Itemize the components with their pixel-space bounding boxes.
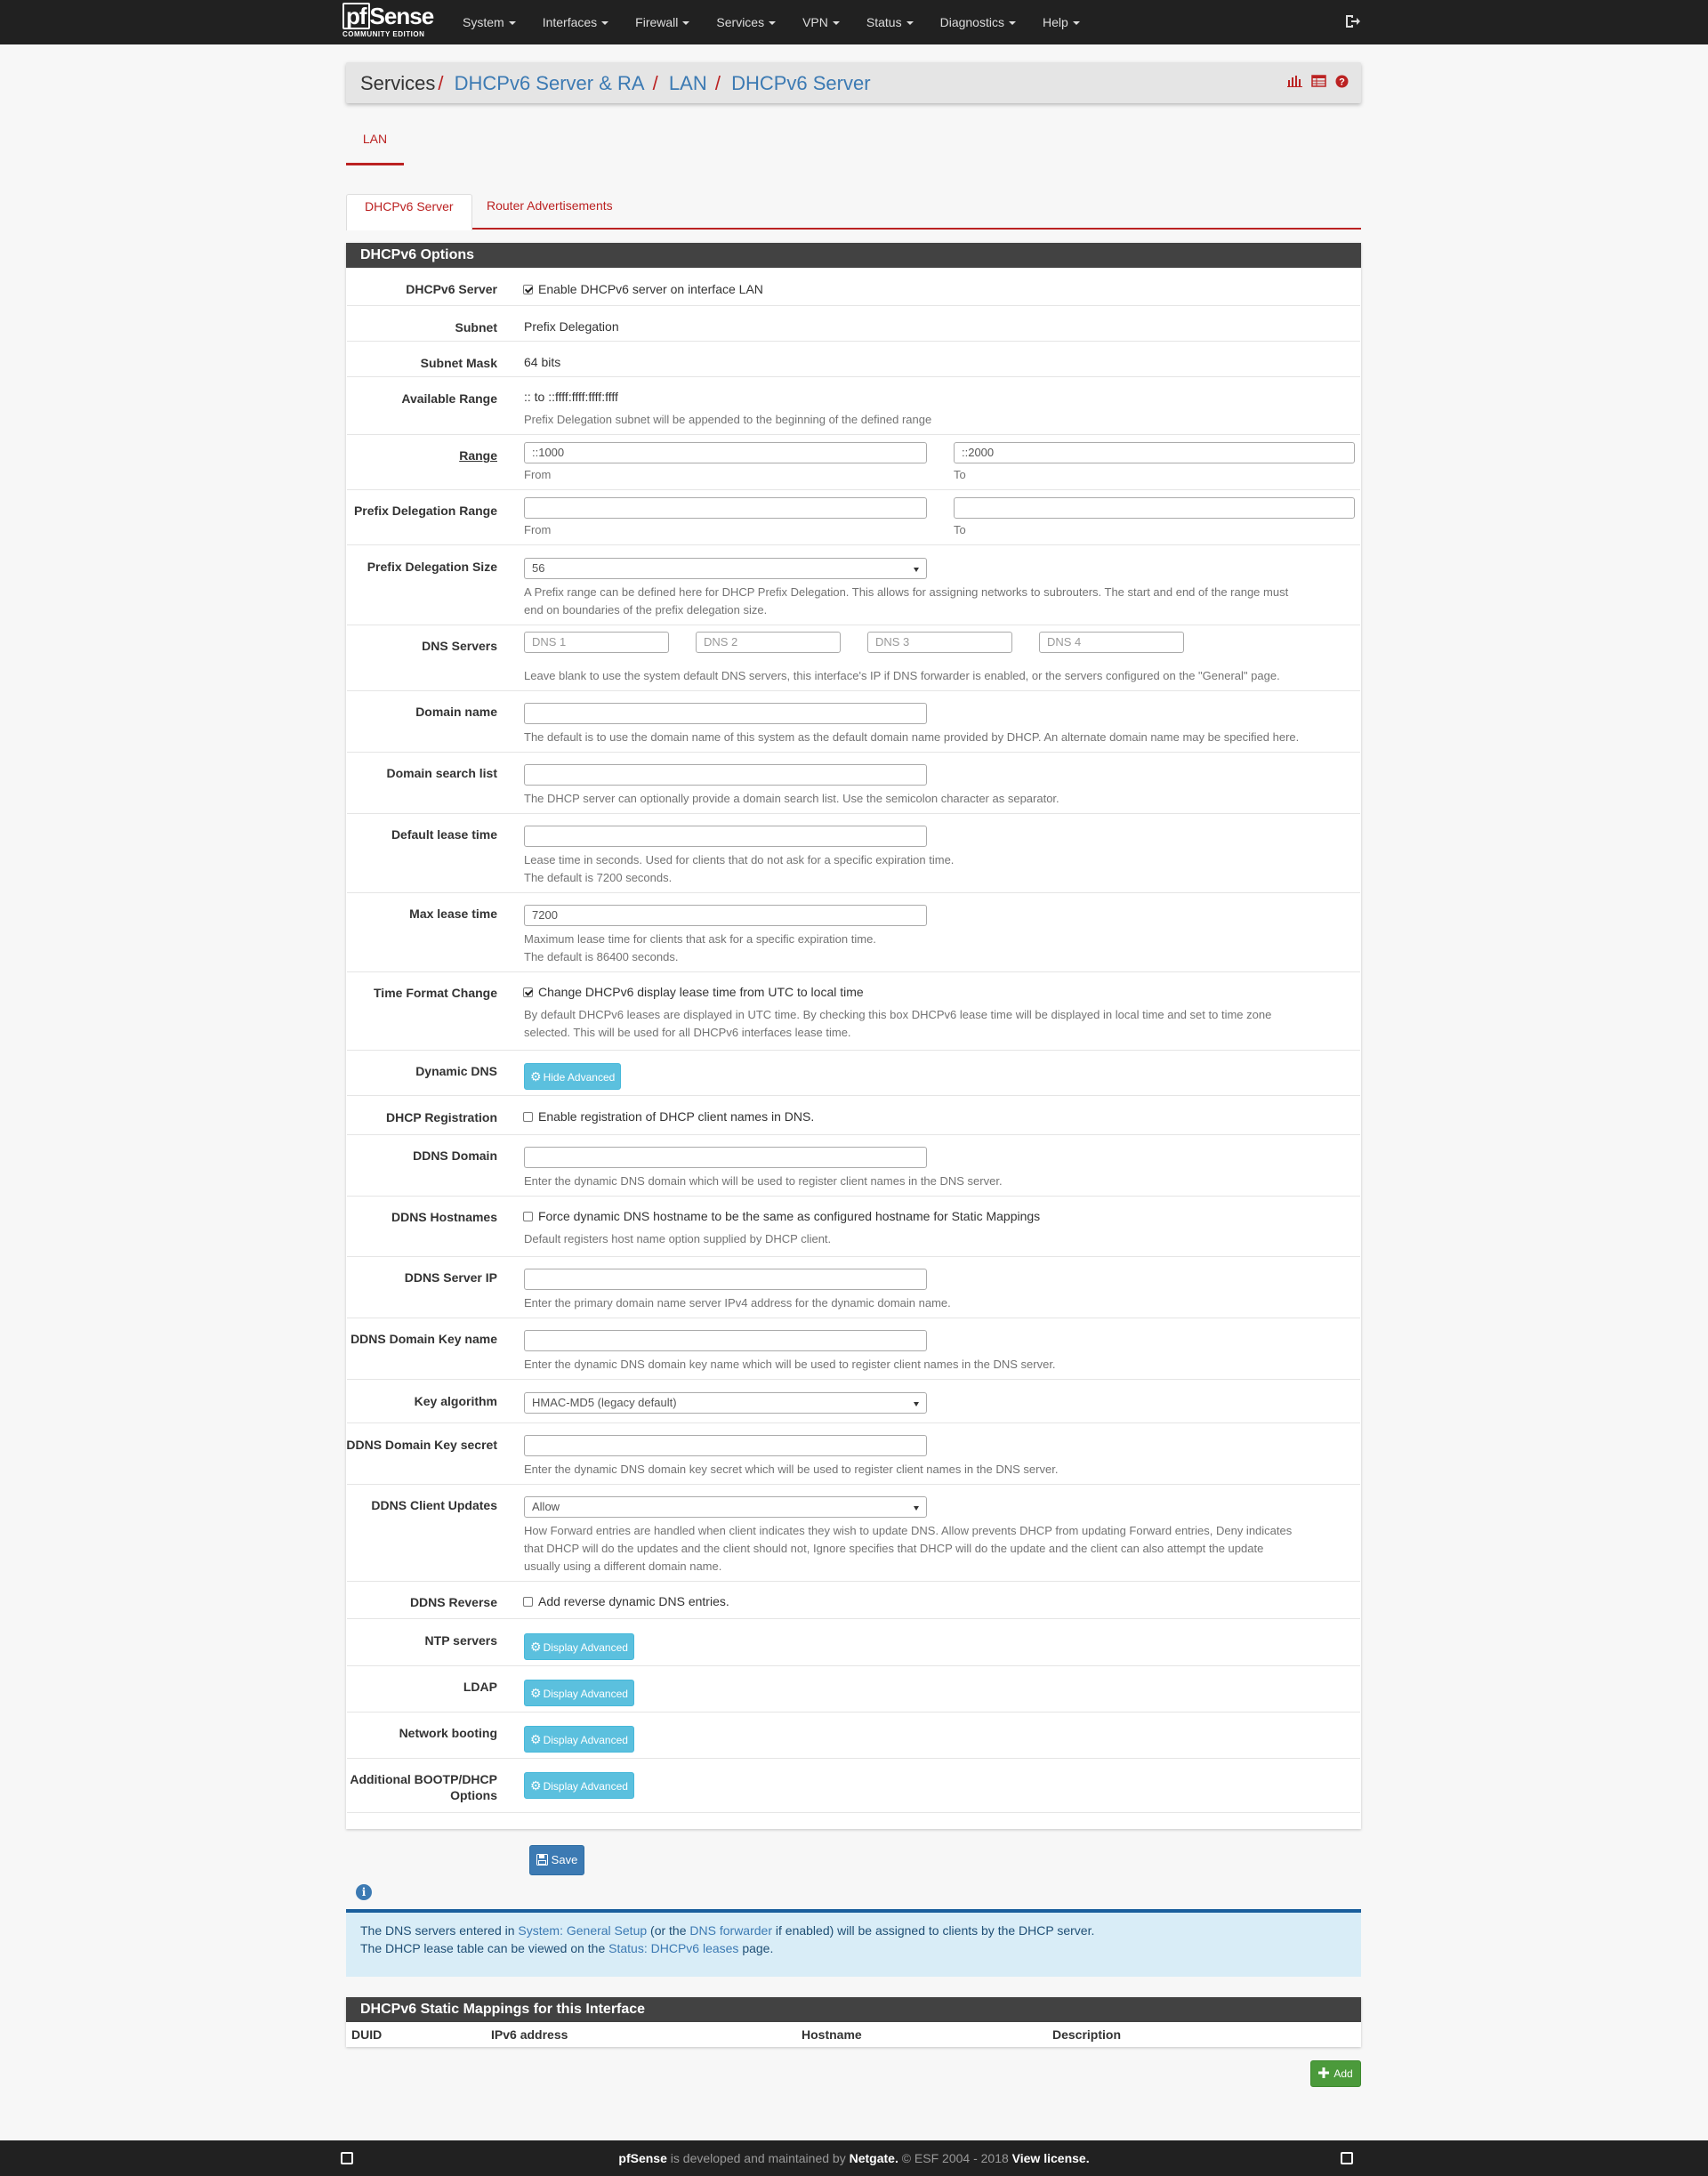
- plus-icon: [1318, 2067, 1329, 2078]
- divider: [347, 892, 1360, 893]
- ddns-reverse-checkbox[interactable]: [523, 1597, 533, 1607]
- divider: [347, 544, 1360, 545]
- divider: [347, 1812, 1360, 1813]
- nav-vpn[interactable]: [789, 0, 853, 44]
- ddns-hostnames-checkbox[interactable]: [523, 1212, 533, 1221]
- time-format-control: [523, 985, 864, 999]
- label-range: [346, 447, 497, 463]
- static-mappings-panel: [346, 1997, 1361, 2047]
- divider: [347, 1665, 1360, 1666]
- available-range-help: Prefix Delegation subnet will be appended to the beginning of the defined range: [524, 413, 932, 426]
- label-domain-name: [346, 704, 497, 720]
- hide-advanced-label: Hide Advanced: [543, 1071, 616, 1084]
- footer-brand: pfSense: [618, 2151, 667, 2165]
- column-ipv6-address: IPv6 address: [491, 2027, 568, 2042]
- label-ddns-client-updates: [346, 1497, 497, 1513]
- info-text: (or the: [647, 1923, 690, 1938]
- subnet-mask-value: 64 bits: [524, 355, 561, 369]
- bootp-options-label-2: Options: [450, 1788, 497, 1802]
- ddns-domain-label: DDNS Domain: [413, 1148, 497, 1163]
- label-dns-servers: [346, 638, 497, 654]
- divider: [347, 341, 1360, 342]
- max-lease-help-1: Maximum lease time for clients that ask for a specific expiration time.: [524, 932, 876, 946]
- navbar: [0, 0, 1708, 44]
- label-pd-size: [346, 559, 497, 575]
- divider: [347, 434, 1360, 435]
- divider: [347, 752, 1360, 753]
- dns3-placeholder: DNS 3: [875, 635, 910, 649]
- dns2-placeholder: DNS 2: [704, 635, 738, 649]
- logo-sense: Sense: [369, 3, 434, 29]
- ddns-client-updates-value: Allow: [532, 1500, 560, 1513]
- time-format-help-1: By default DHCPv6 leases are displayed in UTC time. By checking this box DHCPv6 lease time will be displayed in local time and set to time zone: [524, 1008, 1272, 1021]
- dynamic-dns-label: Dynamic DNS: [415, 1064, 497, 1078]
- tab-router-advertisements[interactable]: [469, 194, 631, 230]
- label-ddns-key-name: [346, 1331, 497, 1347]
- chevron-down-icon: [1073, 21, 1080, 25]
- dhcpv6-server-control: [523, 282, 763, 296]
- dhcpv6-server-label: DHCPv6 Server: [406, 282, 497, 296]
- nav-diagnostics[interactable]: [927, 0, 1029, 44]
- label-available-range: [346, 391, 497, 407]
- chevron-down-icon: [769, 21, 776, 25]
- ddns-client-updates-label: DDNS Client Updates: [371, 1498, 497, 1512]
- available-range-label: Available Range: [401, 391, 497, 406]
- log-table-icon[interactable]: [1311, 75, 1326, 87]
- breadcrumb-dhcpv6-server[interactable]: DHCPv6 Server: [731, 72, 871, 94]
- time-format-label: Time Format Change: [374, 986, 497, 1000]
- label-subnet-mask: [346, 355, 497, 371]
- dns-info-box: [346, 1909, 1361, 1977]
- dns-servers-label: DNS Servers: [422, 639, 497, 653]
- column-duid: DUID: [351, 2027, 383, 2042]
- pd-range-to-input[interactable]: [954, 497, 1355, 519]
- ddns-key-name-help: Enter the dynamic DNS domain key name which will be used to register client names in the DNS server.: [524, 1358, 1056, 1371]
- domain-search-help: The DHCP server can optionally provide a domain search list. Use the semicolon character as separator.: [524, 792, 1059, 805]
- network-booting-label: Network booting: [399, 1726, 497, 1740]
- gear-icon: ⚙: [530, 1069, 542, 1084]
- range-to-input[interactable]: [954, 442, 1355, 463]
- info-line-1: [360, 1922, 1347, 1939]
- ddns-key-name-input[interactable]: [524, 1330, 927, 1351]
- default-lease-label: Default lease time: [391, 827, 497, 842]
- ddns-hostnames-checkbox-label: Force dynamic DNS hostname to be the same as configured hostname for Static Mappings: [538, 1209, 1041, 1223]
- divider: [347, 1134, 1360, 1135]
- label-ddns-reverse: [346, 1594, 497, 1610]
- chevron-down-icon: [509, 21, 516, 25]
- view-license-link[interactable]: View license.: [1011, 2151, 1090, 2165]
- default-lease-help-2: The default is 7200 seconds.: [524, 871, 673, 884]
- add-label: Add: [1333, 2067, 1353, 2080]
- tab-dhcpv6-server-label: DHCPv6 Server: [365, 199, 454, 214]
- divider: [347, 1422, 1360, 1423]
- label-ddns-domain: [346, 1148, 497, 1164]
- display-advanced-bootp-label: Display Advanced: [543, 1780, 628, 1793]
- ddns-reverse-checkbox-label: Add reverse dynamic DNS entries.: [538, 1594, 729, 1608]
- range-from-help: From: [524, 468, 552, 481]
- column-description: Description: [1052, 2027, 1122, 2042]
- footer-text: is developed and maintained by: [666, 2151, 850, 2165]
- dhcpv6-leases-link[interactable]: Status: DHCPv6 leases: [608, 1941, 739, 1955]
- footer: [0, 2140, 1708, 2176]
- info-line-2: [360, 1939, 1347, 1957]
- chevron-down-icon: [601, 21, 608, 25]
- ddns-domain-help: Enter the dynamic DNS domain which will be used to register client names in the DNS server.: [524, 1174, 1003, 1188]
- display-advanced-ldap-label: Display Advanced: [543, 1688, 628, 1700]
- breadcrumb-dhcpv6-server-ra[interactable]: DHCPv6 Server & RA: [454, 72, 645, 94]
- hide-advanced-ddns-button[interactable]: [524, 1063, 621, 1090]
- dhcpv6-options-panel: [346, 243, 1361, 1829]
- range-from-input[interactable]: [524, 442, 927, 463]
- info-text: The DHCP lease table can be viewed on the: [360, 1941, 609, 1955]
- logout-icon[interactable]: [1343, 12, 1361, 30]
- default-lease-help-1: Lease time in seconds. Used for clients that do not ask for a specific expiration time.: [524, 853, 955, 866]
- divider: [347, 1618, 1360, 1619]
- pd-range-label: Prefix Delegation Range: [353, 504, 497, 518]
- label-time-format: [346, 985, 497, 1001]
- ddns-client-updates-help-1: How Forward entries are handled when client indicates they wish to update DNS. Allow prevents DHCP from updating Forward entries, Deny indicates: [524, 1524, 1293, 1537]
- nav-firewall-label: Firewall: [635, 15, 679, 29]
- label-ddns-key-secret: [346, 1437, 497, 1453]
- divider: [347, 376, 1360, 377]
- gear-icon: ⚙: [530, 1640, 542, 1654]
- time-format-checkbox[interactable]: [523, 987, 533, 997]
- ldap-label: LDAP: [463, 1680, 497, 1694]
- display-advanced-ldap-button[interactable]: [524, 1680, 634, 1706]
- dhcp-registration-label: DHCP Registration: [386, 1110, 497, 1124]
- dhcp-registration-checkbox[interactable]: [523, 1112, 533, 1122]
- pd-size-help-1: A Prefix range can be defined here for DHCP Prefix Delegation. This allows for assigning networks to subrouters. The start and end of the range must: [524, 585, 1289, 599]
- save-label: Save: [551, 1853, 578, 1866]
- display-advanced-netboot-label: Display Advanced: [543, 1734, 628, 1746]
- chevron-down-icon: [906, 21, 914, 25]
- label-ldap: [346, 1679, 497, 1695]
- pd-size-help-2: end on boundaries of the prefix delegation size.: [524, 603, 768, 617]
- divider: [347, 1095, 1360, 1096]
- system-general-setup-link[interactable]: System: General Setup: [518, 1923, 648, 1938]
- display-advanced-netboot-button[interactable]: [524, 1726, 634, 1753]
- breadcrumb-lan[interactable]: LAN: [668, 72, 707, 94]
- display-advanced-bootp-button[interactable]: [524, 1772, 634, 1799]
- footer-right-icon[interactable]: [1341, 2152, 1353, 2164]
- divider: [347, 1712, 1360, 1713]
- divider: [347, 971, 1360, 972]
- subnet-value: Prefix Delegation: [524, 319, 619, 334]
- divider: [347, 690, 1360, 691]
- nav-services[interactable]: [703, 0, 789, 44]
- save-button[interactable]: [529, 1845, 584, 1875]
- ddns-key-name-label: DDNS Domain Key name: [350, 1332, 497, 1346]
- ddns-key-secret-input[interactable]: [524, 1435, 927, 1456]
- label-domain-search: [346, 765, 497, 781]
- range-to-help: To: [954, 468, 966, 481]
- netgate-link[interactable]: Netgate.: [849, 2151, 898, 2165]
- dns-forwarder-link[interactable]: DNS forwarder: [689, 1923, 772, 1938]
- nav-help[interactable]: [1029, 0, 1093, 44]
- pd-range-from-input[interactable]: [524, 497, 927, 519]
- label-dynamic-dns: [346, 1063, 497, 1079]
- key-algorithm-select[interactable]: [524, 1392, 927, 1414]
- enable-dhcpv6-checkbox[interactable]: [523, 285, 533, 294]
- info-text: The DNS servers entered in: [360, 1923, 519, 1938]
- ddns-key-secret-label: DDNS Domain Key secret: [346, 1438, 497, 1452]
- label-key-algorithm: [346, 1393, 497, 1409]
- add-mapping-button[interactable]: [1310, 2060, 1361, 2087]
- subnet-label: Subnet: [455, 320, 497, 334]
- label-dhcpv6-server-row: [346, 281, 497, 297]
- nav-system-label: System: [463, 15, 504, 29]
- tab-dhcpv6-server[interactable]: [346, 194, 472, 230]
- static-mappings-heading: DHCPv6 Static Mappings for this Interface: [346, 1997, 1361, 2022]
- tab-lan-label: LAN: [362, 132, 388, 146]
- chevron-down-icon: [682, 21, 689, 25]
- dns1-input[interactable]: [524, 632, 669, 653]
- range-from-value: ::1000: [532, 446, 565, 459]
- divider: [347, 305, 1360, 306]
- label-max-lease: [346, 906, 497, 922]
- dns4-placeholder: DNS 4: [1047, 635, 1082, 649]
- ddns-key-secret-help: Enter the dynamic DNS domain key secret which will be used to register client names in the DNS server.: [524, 1463, 1059, 1476]
- label-ntp-servers: [346, 1632, 497, 1648]
- ddns-server-ip-help: Enter the primary domain name server IPv4 address for the dynamic domain name.: [524, 1296, 951, 1310]
- breadcrumb-services: Services: [360, 72, 436, 94]
- chevron-down-icon: [914, 1506, 919, 1511]
- nav-status-label: Status: [866, 15, 902, 29]
- ddns-domain-input[interactable]: [524, 1147, 927, 1168]
- ddns-server-ip-input[interactable]: [524, 1269, 927, 1290]
- ddns-client-updates-help-2: that DHCP will do the updates and the client should not, Ignore specifies that DHCP will do the update and the client can also attempt the update: [524, 1542, 1264, 1555]
- gear-icon: ⚙: [530, 1686, 542, 1700]
- divider: [347, 1196, 1360, 1197]
- pd-range-from-help: From: [524, 523, 552, 536]
- nav-interfaces[interactable]: [529, 0, 622, 44]
- max-lease-label: Max lease time: [409, 907, 497, 921]
- range-to-value: ::2000: [962, 446, 995, 459]
- domain-name-input[interactable]: [524, 703, 927, 724]
- ntp-servers-label: NTP servers: [424, 1633, 497, 1648]
- pd-size-value: 56: [532, 561, 545, 575]
- label-default-lease: [346, 826, 497, 842]
- ddns-client-updates-select[interactable]: [524, 1496, 927, 1518]
- domain-name-help: The default is to use the domain name of this system as the default domain name provided by DHCP. An alternate domain name may be specified here.: [524, 730, 1300, 744]
- dhcp-registration-control: [523, 1109, 814, 1124]
- dns-servers-help: Leave blank to use the system default DNS servers, this interface's IP if DNS forwarder is enabled, or the servers configured on the "General" page.: [524, 669, 1280, 682]
- panel-heading: DHCPv6 Options: [346, 243, 1361, 268]
- label-pd-range: [346, 503, 497, 519]
- ddns-reverse-label: DDNS Reverse: [409, 1595, 497, 1609]
- nav-vpn-label: VPN: [802, 15, 828, 29]
- label-subnet: [346, 319, 497, 335]
- nav-help-label: Help: [1042, 15, 1068, 29]
- default-lease-input[interactable]: [524, 826, 927, 847]
- label-ddns-hostnames: [346, 1209, 497, 1225]
- svg-text:?: ?: [1339, 77, 1345, 88]
- divider: [347, 1256, 1360, 1257]
- nav-firewall[interactable]: [622, 0, 703, 44]
- range-label: Range: [459, 448, 497, 463]
- nav-status[interactable]: [853, 0, 927, 44]
- ddns-hostnames-help: Default registers host name option supplied by DHCP client.: [524, 1232, 832, 1245]
- chevron-down-icon: [1009, 21, 1016, 25]
- pd-size-label: Prefix Delegation Size: [367, 560, 497, 574]
- divider: [347, 1379, 1360, 1380]
- time-format-help-2: selected. This will be used for all DHCPv6 interfaces lease time.: [524, 1026, 851, 1039]
- footer-left-icon[interactable]: [341, 2152, 353, 2164]
- nav-services-label: Services: [716, 15, 765, 29]
- gear-icon: ⚙: [530, 1732, 542, 1746]
- divider: [347, 813, 1360, 814]
- tab-lan[interactable]: [346, 132, 404, 165]
- dhcp-registration-checkbox-label: Enable registration of DHCP client names in DNS.: [538, 1109, 815, 1124]
- save-icon: [536, 1854, 548, 1866]
- dns3-input[interactable]: [867, 632, 1012, 653]
- pd-size-select[interactable]: [524, 558, 927, 579]
- divider: [347, 489, 1360, 490]
- label-ddns-server-ip: [346, 1269, 497, 1285]
- bar-chart-icon[interactable]: [1287, 75, 1302, 87]
- help-icon[interactable]: [1335, 75, 1349, 88]
- divider: [347, 1050, 1360, 1051]
- domain-name-label: Domain name: [415, 705, 497, 719]
- key-algorithm-value: HMAC-MD5 (legacy default): [532, 1396, 677, 1409]
- tab-router-advertisements-label: Router Advertisements: [487, 198, 613, 213]
- available-range-value: :: to ::ffff:ffff:ffff:ffff: [524, 390, 618, 404]
- chevron-down-icon: [914, 568, 919, 572]
- nav-diagnostics-label: Diagnostics: [939, 15, 1004, 29]
- label-dhcp-registration: [346, 1109, 497, 1125]
- label-network-booting: [346, 1725, 497, 1741]
- max-lease-value: 7200: [532, 908, 558, 922]
- breadcrumb: Services / DHCPv6 Server & RA / LAN / DHCPv6 Server ?: [346, 62, 1361, 103]
- ddns-client-updates-help-3: usually using a different domain name.: [524, 1559, 722, 1573]
- logo-subtitle: COMMUNITY EDITION: [342, 30, 425, 38]
- max-lease-help-2: The default is 86400 seconds.: [524, 950, 679, 963]
- pfsense-logo[interactable]: [342, 3, 440, 42]
- chevron-down-icon: [914, 1402, 919, 1406]
- nav-interfaces-label: Interfaces: [542, 15, 598, 29]
- gear-icon: ⚙: [530, 1778, 542, 1793]
- subnet-mask-label: Subnet Mask: [420, 356, 497, 370]
- time-format-checkbox-label: Change DHCPv6 display lease time from UTC to local time: [538, 985, 864, 999]
- label-bootp-options: [346, 1771, 497, 1803]
- info-icon[interactable]: i: [356, 1884, 372, 1900]
- key-algorithm-label: Key algorithm: [414, 1394, 497, 1408]
- display-advanced-ntp-button[interactable]: [524, 1633, 634, 1660]
- dns2-input[interactable]: [696, 632, 841, 653]
- info-text: page.: [738, 1941, 774, 1955]
- ddns-reverse-control: [523, 1594, 729, 1608]
- enable-dhcpv6-label: Enable DHCPv6 server on interface LAN: [538, 282, 763, 296]
- dns1-placeholder: DNS 1: [532, 635, 567, 649]
- divider: [347, 1484, 1360, 1485]
- divider: [347, 1581, 1360, 1582]
- chevron-down-icon: [833, 21, 840, 25]
- nav-system[interactable]: [449, 0, 529, 44]
- column-hostname: Hostname: [802, 2027, 862, 2042]
- ddns-hostnames-control: [523, 1209, 1040, 1223]
- logo-pf: pf: [342, 3, 370, 29]
- footer-copyright: © ESF 2004 - 2018: [898, 2151, 1012, 2165]
- divider: [347, 1758, 1360, 1759]
- ddns-hostnames-label: DDNS Hostnames: [391, 1210, 497, 1224]
- domain-search-input[interactable]: [524, 764, 927, 786]
- dns4-input[interactable]: [1039, 632, 1184, 653]
- pd-range-to-help: To: [954, 523, 966, 536]
- bootp-options-label-1: Additional BOOTP/DHCP: [350, 1772, 497, 1786]
- display-advanced-ntp-label: Display Advanced: [543, 1641, 628, 1654]
- main-menu: [449, 0, 1093, 44]
- info-text: if enabled) will be assigned to clients by the DHCP server.: [772, 1923, 1095, 1938]
- ddns-server-ip-label: DDNS Server IP: [404, 1270, 497, 1285]
- max-lease-input[interactable]: [524, 905, 927, 926]
- subtabs: [346, 194, 1361, 230]
- domain-search-label: Domain search list: [386, 766, 497, 780]
